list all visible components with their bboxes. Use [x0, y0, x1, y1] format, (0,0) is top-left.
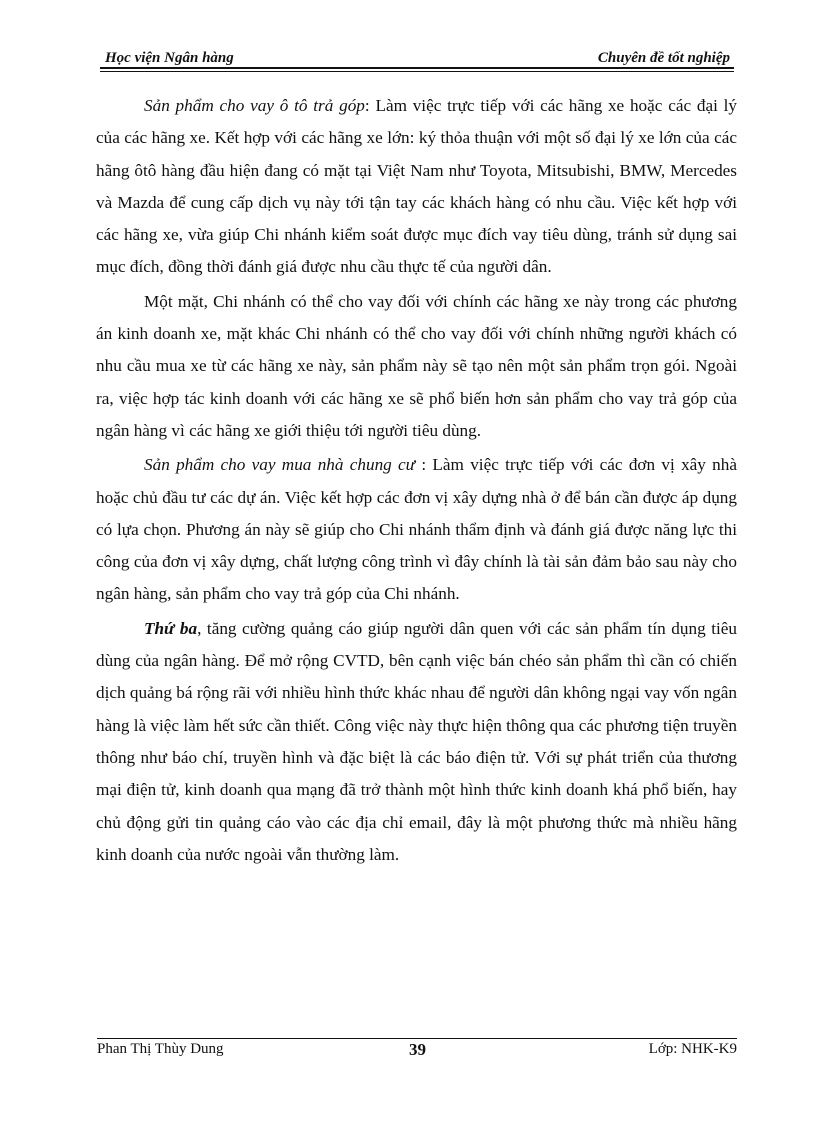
footer-class: Lớp: NHK-K9: [648, 1041, 737, 1057]
header-rule: [100, 67, 734, 69]
page-header: [100, 48, 734, 68]
header-rule-thin: [100, 71, 734, 72]
paragraph-text: Một mặt, Chi nhánh có thể cho vay đối với chính các hãng xe này trong các phương án kinh doanh xe, mặt khác Chi nhánh có thể cho vay đối với chính những người khách có nhu cầu mua xe từ các hãng xe này, sản phẩm này sẽ tạo nên một sản phẩm trọn gói. Ngoài ra, việc hợp tác kinh doanh với các hãng xe sẽ phổ biến hơn sản phẩm cho vay trả góp của ngân hàng vì các hãng xe giới thiệu tới người tiêu dùng.: [96, 291, 737, 440]
paragraph-car-dealers: [96, 286, 737, 447]
paragraph-advertising: [96, 613, 737, 871]
page-footer: [97, 1041, 737, 1061]
paragraph-text: , tăng cường quảng cáo giúp người dân quen với các sản phẩm tín dụng tiêu dùng của ngân hàng. Để mở rộng CVTD, bên cạnh việc bán chéo sản phẩm thì cần có chiến dịch quảng bá rộng rãi với nhiều hình thức khác nhau để người dân không ngại vay vốn ngân hàng là việc làm hết sức cần thiết. Công việc này thực hiện thông qua các phương tiện truyền thông như báo chí, truyền hình và đặc biệt là các báo điện tử. Với sự phát triển của thương mại điện tử, kinh doanh qua mạng đã trở thành một hình thức kinh doanh khá phổ biến, hay chủ động gửi tin quảng cáo vào các địa chỉ email, đây là một phương thức mà nhiều hãng kinh doanh của nước ngoài vẫn thường làm.: [96, 618, 737, 864]
footer-rule: [97, 1038, 737, 1039]
body-text: [96, 90, 737, 877]
paragraph-apartment-loan: [96, 449, 737, 610]
header-document-type: Chuyên đề tốt nghiệp: [597, 50, 730, 66]
paragraph-car-loan: [96, 90, 737, 284]
header-institution: Học viện Ngân hàng: [105, 50, 234, 66]
paragraph-text: : Làm việc trực tiếp với các đơn vị xây nhà hoặc chủ đầu tư các dự án. Việc kết hợp các đơn vị xây dựng nhà ở để bán cần được áp dụng có lựa chọn. Phương án này sẽ giúp cho Chi nhánh thẩm định và đánh giá được năng lực thi công của đơn vị xây dựng, chất lượng công trình vì đây chính là tài sản đảm bảo sau này cho ngân hàng, sản phẩm cho vay trả góp của Chi nhánh.: [96, 455, 737, 604]
paragraph-text: : Làm việc trực tiếp với các hãng xe hoặc các đại lý của các hãng xe. Kết hợp với các hãng xe lớn: ký thỏa thuận với một số đại lý xe lớn của các hãng ôtô hàng đầu hiện đang có mặt tại Việt Nam như Toyota, Mitsubishi, BMW, Mercedes và Mazda để cung cấp dịch vụ này tới tận tay các khách hàng có nhu cầu. Việc kết hợp với các hãng xe, vừa giúp Chi nhánh kiểm soát được mục đích vay tiêu dùng, tránh sử dụng sai mục đích, đồng thời đánh giá được nhu cầu thực tế của người dân.: [96, 96, 737, 277]
paragraph-lead: Thứ ba: [144, 618, 198, 638]
page-number: 39: [409, 1040, 426, 1059]
paragraph-lead: Sản phẩm cho vay ô tô trả góp: [144, 96, 365, 115]
footer-author: Phan Thị Thùy Dung: [97, 1041, 224, 1057]
paragraph-lead: Sản phẩm cho vay mua nhà chung cư: [144, 455, 416, 475]
